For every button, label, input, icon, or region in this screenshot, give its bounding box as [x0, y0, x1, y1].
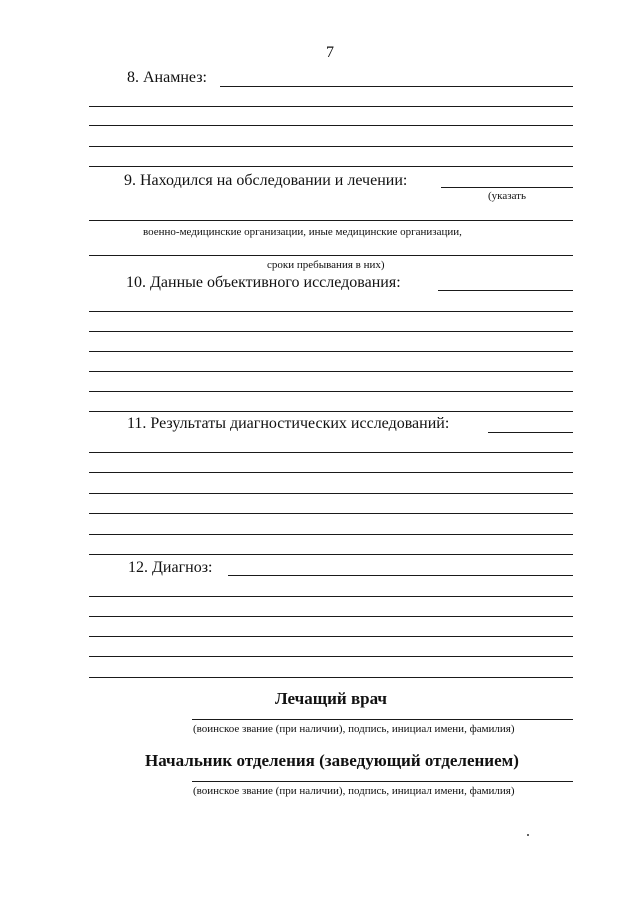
diagnostics-line[interactable]	[89, 472, 573, 473]
anamnesis-line[interactable]	[89, 146, 573, 147]
examination-line[interactable]	[89, 255, 573, 256]
anamnesis-label: 8. Анамнез:	[127, 69, 207, 86]
diagnostics-label: 11. Результаты диагностических исследований:	[127, 415, 450, 432]
department-head-signature-line[interactable]	[192, 781, 573, 782]
diagnosis-line[interactable]	[89, 616, 573, 617]
page-number: 7	[326, 44, 334, 61]
diagnostics-line[interactable]	[89, 554, 573, 555]
examination-label: 9. Находился на обследовании и лечении:	[124, 172, 408, 189]
objective-line[interactable]	[89, 371, 573, 372]
diagnosis-line[interactable]	[89, 596, 573, 597]
attending-signature-line[interactable]	[192, 719, 573, 720]
examination-note-orgs: военно-медицинские организации, иные медицинские организации,	[143, 226, 462, 238]
examination-line[interactable]	[89, 220, 573, 221]
anamnesis-first-line[interactable]	[220, 86, 573, 87]
diagnosis-label: 12. Диагноз:	[128, 559, 213, 576]
department-head-signature-caption: (воинское звание (при наличии), подпись, инициал имени, фамилия)	[193, 785, 515, 797]
diagnostics-line[interactable]	[89, 534, 573, 535]
objective-line[interactable]	[89, 391, 573, 392]
diagnosis-line[interactable]	[89, 677, 573, 678]
examination-first-line[interactable]	[441, 187, 573, 188]
examination-note-specify: (указать	[488, 190, 526, 202]
examination-note-terms: сроки пребывания в них)	[267, 259, 385, 271]
objective-label: 10. Данные объективного исследования:	[126, 274, 401, 291]
objective-line[interactable]	[89, 411, 573, 412]
anamnesis-line[interactable]	[89, 125, 573, 126]
diagnosis-line[interactable]	[89, 636, 573, 637]
diagnostics-line[interactable]	[89, 493, 573, 494]
diagnostics-line[interactable]	[89, 513, 573, 514]
anamnesis-line[interactable]	[89, 106, 573, 107]
objective-line[interactable]	[89, 311, 573, 312]
diagnosis-line[interactable]	[89, 656, 573, 657]
objective-first-line[interactable]	[438, 290, 573, 291]
diagnosis-first-line[interactable]	[228, 575, 573, 576]
scan-speck	[527, 834, 529, 836]
objective-line[interactable]	[89, 351, 573, 352]
attending-physician-title: Лечащий врач	[275, 689, 387, 708]
anamnesis-line[interactable]	[89, 166, 573, 167]
diagnostics-line[interactable]	[89, 452, 573, 453]
diagnostics-first-line[interactable]	[488, 432, 573, 433]
department-head-title: Начальник отделения (заведующий отделением)	[145, 751, 519, 770]
objective-line[interactable]	[89, 331, 573, 332]
attending-signature-caption: (воинское звание (при наличии), подпись, инициал имени, фамилия)	[193, 723, 515, 735]
